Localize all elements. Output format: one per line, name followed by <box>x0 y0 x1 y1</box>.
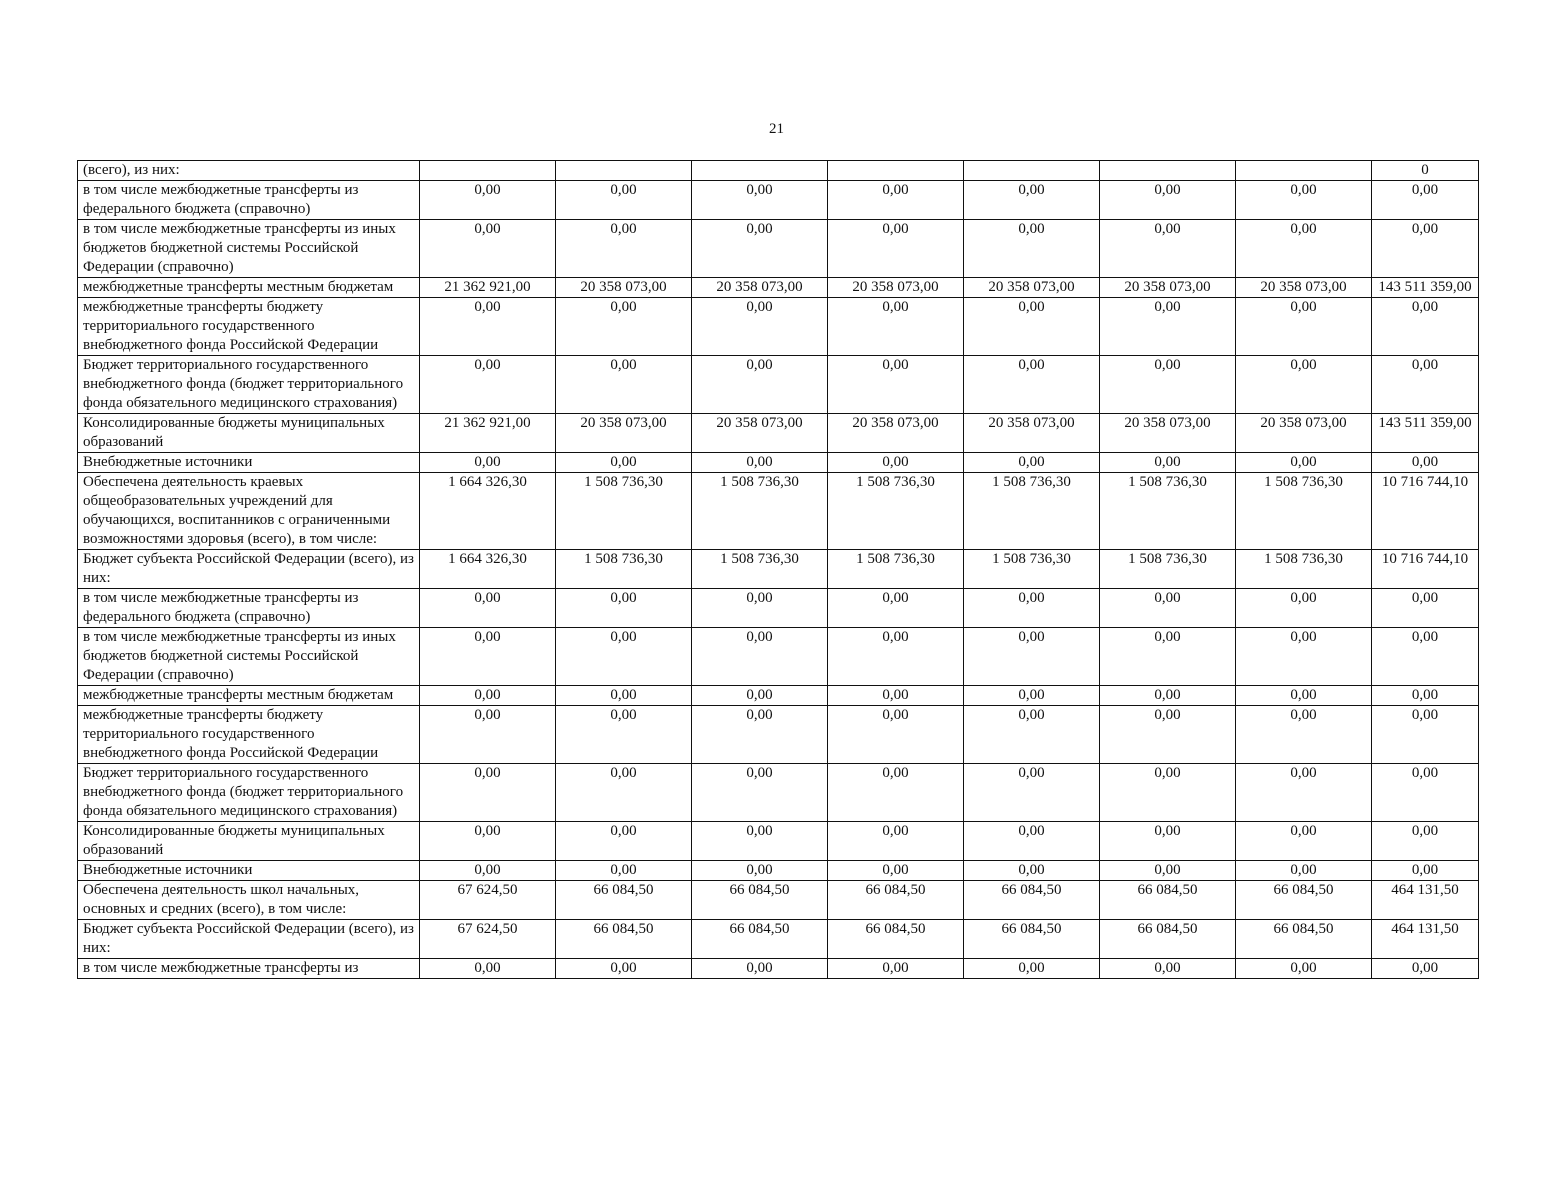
row-label: Консолидированные бюджеты муниципальных образований <box>78 822 420 861</box>
value-cell: 0,00 <box>692 861 828 881</box>
total-cell: 0,00 <box>1372 861 1479 881</box>
value-cell: 0,00 <box>692 628 828 686</box>
row-label: межбюджетные трансферты местным бюджетам <box>78 278 420 298</box>
row-label: Бюджет территориального государственного внебюджетного фонда (бюджет территориального фонда обязательного медицинского страхования) <box>78 356 420 414</box>
total-cell: 0,00 <box>1372 220 1479 278</box>
value-cell: 20 358 073,00 <box>692 278 828 298</box>
row-label: межбюджетные трансферты местным бюджетам <box>78 686 420 706</box>
value-cell: 0,00 <box>1236 822 1372 861</box>
value-cell: 0,00 <box>828 356 964 414</box>
value-cell: 0,00 <box>692 959 828 979</box>
value-cell <box>964 161 1100 181</box>
value-cell: 0,00 <box>1100 220 1236 278</box>
value-cell: 1 508 736,30 <box>556 473 692 550</box>
value-cell: 0,00 <box>1100 764 1236 822</box>
table-row <box>78 161 1479 181</box>
value-cell: 0,00 <box>556 356 692 414</box>
value-cell: 0,00 <box>556 861 692 881</box>
total-cell: 0,00 <box>1372 181 1479 220</box>
value-cell: 20 358 073,00 <box>828 278 964 298</box>
table-row <box>78 706 1479 764</box>
budget-table-body <box>78 161 1479 979</box>
table-row <box>78 414 1479 453</box>
value-cell: 0,00 <box>692 764 828 822</box>
total-cell: 464 131,50 <box>1372 920 1479 959</box>
total-cell: 10 716 744,10 <box>1372 473 1479 550</box>
value-cell: 0,00 <box>420 356 556 414</box>
value-cell: 0,00 <box>420 764 556 822</box>
value-cell <box>1100 161 1236 181</box>
value-cell: 0,00 <box>420 453 556 473</box>
value-cell: 0,00 <box>964 861 1100 881</box>
value-cell: 0,00 <box>420 220 556 278</box>
value-cell: 0,00 <box>556 220 692 278</box>
value-cell: 0,00 <box>828 220 964 278</box>
value-cell: 0,00 <box>692 706 828 764</box>
value-cell: 20 358 073,00 <box>556 278 692 298</box>
value-cell: 0,00 <box>828 589 964 628</box>
value-cell: 1 508 736,30 <box>964 473 1100 550</box>
value-cell: 0,00 <box>1100 686 1236 706</box>
value-cell: 66 084,50 <box>692 881 828 920</box>
value-cell: 20 358 073,00 <box>1100 278 1236 298</box>
value-cell: 0,00 <box>556 181 692 220</box>
value-cell: 0,00 <box>1100 822 1236 861</box>
value-cell: 0,00 <box>964 706 1100 764</box>
total-cell: 0 <box>1372 161 1479 181</box>
table-row <box>78 861 1479 881</box>
table-row <box>78 298 1479 356</box>
total-cell: 0,00 <box>1372 589 1479 628</box>
row-label: в том числе межбюджетные трансферты из иных бюджетов бюджетной системы Российской Федерации (справочно) <box>78 628 420 686</box>
row-label: в том числе межбюджетные трансферты из федерального бюджета (справочно) <box>78 589 420 628</box>
value-cell: 0,00 <box>420 686 556 706</box>
value-cell: 0,00 <box>964 356 1100 414</box>
value-cell: 20 358 073,00 <box>964 414 1100 453</box>
value-cell: 0,00 <box>828 628 964 686</box>
value-cell: 0,00 <box>1236 298 1372 356</box>
value-cell: 0,00 <box>420 628 556 686</box>
value-cell: 0,00 <box>420 298 556 356</box>
value-cell: 66 084,50 <box>1100 881 1236 920</box>
table-row <box>78 181 1479 220</box>
value-cell <box>556 161 692 181</box>
page-number: 21 <box>769 121 784 137</box>
value-cell: 0,00 <box>828 764 964 822</box>
value-cell: 1 664 326,30 <box>420 550 556 589</box>
value-cell: 0,00 <box>1100 589 1236 628</box>
total-cell: 0,00 <box>1372 822 1479 861</box>
table-row <box>78 356 1479 414</box>
value-cell: 0,00 <box>556 959 692 979</box>
value-cell: 0,00 <box>420 181 556 220</box>
table-row <box>78 473 1479 550</box>
table-row <box>78 589 1479 628</box>
value-cell: 0,00 <box>1236 861 1372 881</box>
table-row <box>78 278 1479 298</box>
value-cell: 0,00 <box>692 356 828 414</box>
value-cell: 1 508 736,30 <box>692 473 828 550</box>
value-cell: 0,00 <box>692 589 828 628</box>
value-cell: 0,00 <box>828 453 964 473</box>
total-cell: 0,00 <box>1372 959 1479 979</box>
value-cell: 0,00 <box>556 298 692 356</box>
value-cell: 0,00 <box>828 822 964 861</box>
value-cell: 0,00 <box>692 181 828 220</box>
value-cell: 0,00 <box>964 220 1100 278</box>
value-cell: 0,00 <box>692 822 828 861</box>
total-cell: 464 131,50 <box>1372 881 1479 920</box>
row-label: Бюджет территориального государственного внебюджетного фонда (бюджет территориального фонда обязательного медицинского страхования) <box>78 764 420 822</box>
value-cell: 0,00 <box>1236 181 1372 220</box>
value-cell: 0,00 <box>556 764 692 822</box>
value-cell: 0,00 <box>1236 220 1372 278</box>
value-cell: 0,00 <box>964 686 1100 706</box>
value-cell <box>828 161 964 181</box>
value-cell: 66 084,50 <box>828 920 964 959</box>
budget-table <box>77 160 1479 979</box>
value-cell: 1 508 736,30 <box>964 550 1100 589</box>
row-label: в том числе межбюджетные трансферты из федерального бюджета (справочно) <box>78 181 420 220</box>
value-cell: 1 508 736,30 <box>1100 473 1236 550</box>
value-cell: 20 358 073,00 <box>556 414 692 453</box>
value-cell: 67 624,50 <box>420 920 556 959</box>
row-label: Бюджет субъекта Российской Федерации (всего), из них: <box>78 550 420 589</box>
value-cell: 66 084,50 <box>964 920 1100 959</box>
value-cell: 66 084,50 <box>964 881 1100 920</box>
value-cell: 0,00 <box>692 220 828 278</box>
value-cell: 0,00 <box>556 686 692 706</box>
value-cell: 1 508 736,30 <box>1100 550 1236 589</box>
value-cell: 1 664 326,30 <box>420 473 556 550</box>
value-cell: 20 358 073,00 <box>1236 278 1372 298</box>
value-cell: 0,00 <box>420 589 556 628</box>
value-cell: 0,00 <box>1236 959 1372 979</box>
value-cell: 0,00 <box>828 181 964 220</box>
value-cell: 0,00 <box>1236 706 1372 764</box>
value-cell: 0,00 <box>1236 589 1372 628</box>
total-cell: 10 716 744,10 <box>1372 550 1479 589</box>
total-cell: 0,00 <box>1372 453 1479 473</box>
value-cell: 66 084,50 <box>692 920 828 959</box>
value-cell: 20 358 073,00 <box>828 414 964 453</box>
value-cell: 67 624,50 <box>420 881 556 920</box>
row-label: Обеспечена деятельность краевых общеобразовательных учреждений для обучающихся, воспитанников с ограниченными возможностями здоровья (всего), в том числе: <box>78 473 420 550</box>
total-cell: 0,00 <box>1372 298 1479 356</box>
value-cell: 66 084,50 <box>1236 881 1372 920</box>
table-row <box>78 453 1479 473</box>
row-label: Внебюджетные источники <box>78 861 420 881</box>
total-cell: 0,00 <box>1372 706 1479 764</box>
value-cell: 1 508 736,30 <box>556 550 692 589</box>
value-cell: 0,00 <box>692 453 828 473</box>
table-row <box>78 920 1479 959</box>
value-cell: 0,00 <box>964 764 1100 822</box>
value-cell: 0,00 <box>556 822 692 861</box>
table-row <box>78 220 1479 278</box>
value-cell: 0,00 <box>1100 298 1236 356</box>
value-cell: 0,00 <box>1100 959 1236 979</box>
table-row <box>78 686 1479 706</box>
value-cell <box>692 161 828 181</box>
row-label: межбюджетные трансферты бюджету территориального государственного внебюджетного фонда Российской Федерации <box>78 298 420 356</box>
value-cell: 66 084,50 <box>556 920 692 959</box>
value-cell: 66 084,50 <box>828 881 964 920</box>
value-cell: 1 508 736,30 <box>1236 550 1372 589</box>
row-label: межбюджетные трансферты бюджету территориального государственного внебюджетного фонда Российской Федерации <box>78 706 420 764</box>
value-cell: 0,00 <box>1100 706 1236 764</box>
row-label: Обеспечена деятельность школ начальных, основных и средних (всего), в том числе: <box>78 881 420 920</box>
row-label: Бюджет субъекта Российской Федерации (всего), из них: <box>78 920 420 959</box>
value-cell: 0,00 <box>964 181 1100 220</box>
value-cell: 0,00 <box>556 628 692 686</box>
value-cell: 0,00 <box>828 298 964 356</box>
value-cell: 0,00 <box>1100 453 1236 473</box>
value-cell <box>420 161 556 181</box>
value-cell: 0,00 <box>964 589 1100 628</box>
value-cell: 0,00 <box>828 861 964 881</box>
row-label: Консолидированные бюджеты муниципальных образований <box>78 414 420 453</box>
value-cell: 20 358 073,00 <box>1236 414 1372 453</box>
value-cell: 1 508 736,30 <box>828 550 964 589</box>
value-cell: 0,00 <box>964 959 1100 979</box>
value-cell: 20 358 073,00 <box>964 278 1100 298</box>
value-cell: 0,00 <box>692 298 828 356</box>
value-cell: 0,00 <box>1100 861 1236 881</box>
value-cell: 66 084,50 <box>1236 920 1372 959</box>
value-cell <box>1236 161 1372 181</box>
value-cell: 0,00 <box>420 959 556 979</box>
value-cell: 1 508 736,30 <box>828 473 964 550</box>
value-cell: 0,00 <box>1236 453 1372 473</box>
row-label: в том числе межбюджетные трансферты из иных бюджетов бюджетной системы Российской Федерации (справочно) <box>78 220 420 278</box>
value-cell: 0,00 <box>1236 686 1372 706</box>
value-cell: 0,00 <box>964 628 1100 686</box>
value-cell: 0,00 <box>1236 628 1372 686</box>
value-cell: 21 362 921,00 <box>420 414 556 453</box>
value-cell: 20 358 073,00 <box>692 414 828 453</box>
value-cell: 0,00 <box>964 453 1100 473</box>
table-row <box>78 628 1479 686</box>
value-cell: 66 084,50 <box>1100 920 1236 959</box>
value-cell: 0,00 <box>420 861 556 881</box>
table-row <box>78 550 1479 589</box>
table-row <box>78 959 1479 979</box>
value-cell: 0,00 <box>1100 356 1236 414</box>
total-cell: 143 511 359,00 <box>1372 414 1479 453</box>
value-cell: 21 362 921,00 <box>420 278 556 298</box>
value-cell: 0,00 <box>556 453 692 473</box>
value-cell: 66 084,50 <box>556 881 692 920</box>
value-cell: 0,00 <box>556 706 692 764</box>
value-cell: 1 508 736,30 <box>692 550 828 589</box>
total-cell: 143 511 359,00 <box>1372 278 1479 298</box>
value-cell: 0,00 <box>828 706 964 764</box>
value-cell: 0,00 <box>828 959 964 979</box>
value-cell: 0,00 <box>964 298 1100 356</box>
value-cell: 0,00 <box>828 686 964 706</box>
row-label: Внебюджетные источники <box>78 453 420 473</box>
total-cell: 0,00 <box>1372 764 1479 822</box>
table-row <box>78 822 1479 861</box>
total-cell: 0,00 <box>1372 356 1479 414</box>
value-cell: 0,00 <box>1100 628 1236 686</box>
value-cell: 20 358 073,00 <box>1100 414 1236 453</box>
total-cell: 0,00 <box>1372 686 1479 706</box>
total-cell: 0,00 <box>1372 628 1479 686</box>
value-cell: 0,00 <box>420 706 556 764</box>
value-cell: 1 508 736,30 <box>1236 473 1372 550</box>
value-cell: 0,00 <box>1236 764 1372 822</box>
value-cell: 0,00 <box>420 822 556 861</box>
table-row <box>78 764 1479 822</box>
value-cell: 0,00 <box>1236 356 1372 414</box>
value-cell: 0,00 <box>556 589 692 628</box>
value-cell: 0,00 <box>1100 181 1236 220</box>
table-row <box>78 881 1479 920</box>
row-label: в том числе межбюджетные трансферты из <box>78 959 420 979</box>
value-cell: 0,00 <box>964 822 1100 861</box>
value-cell: 0,00 <box>692 686 828 706</box>
row-label: (всего), из них: <box>78 161 420 181</box>
